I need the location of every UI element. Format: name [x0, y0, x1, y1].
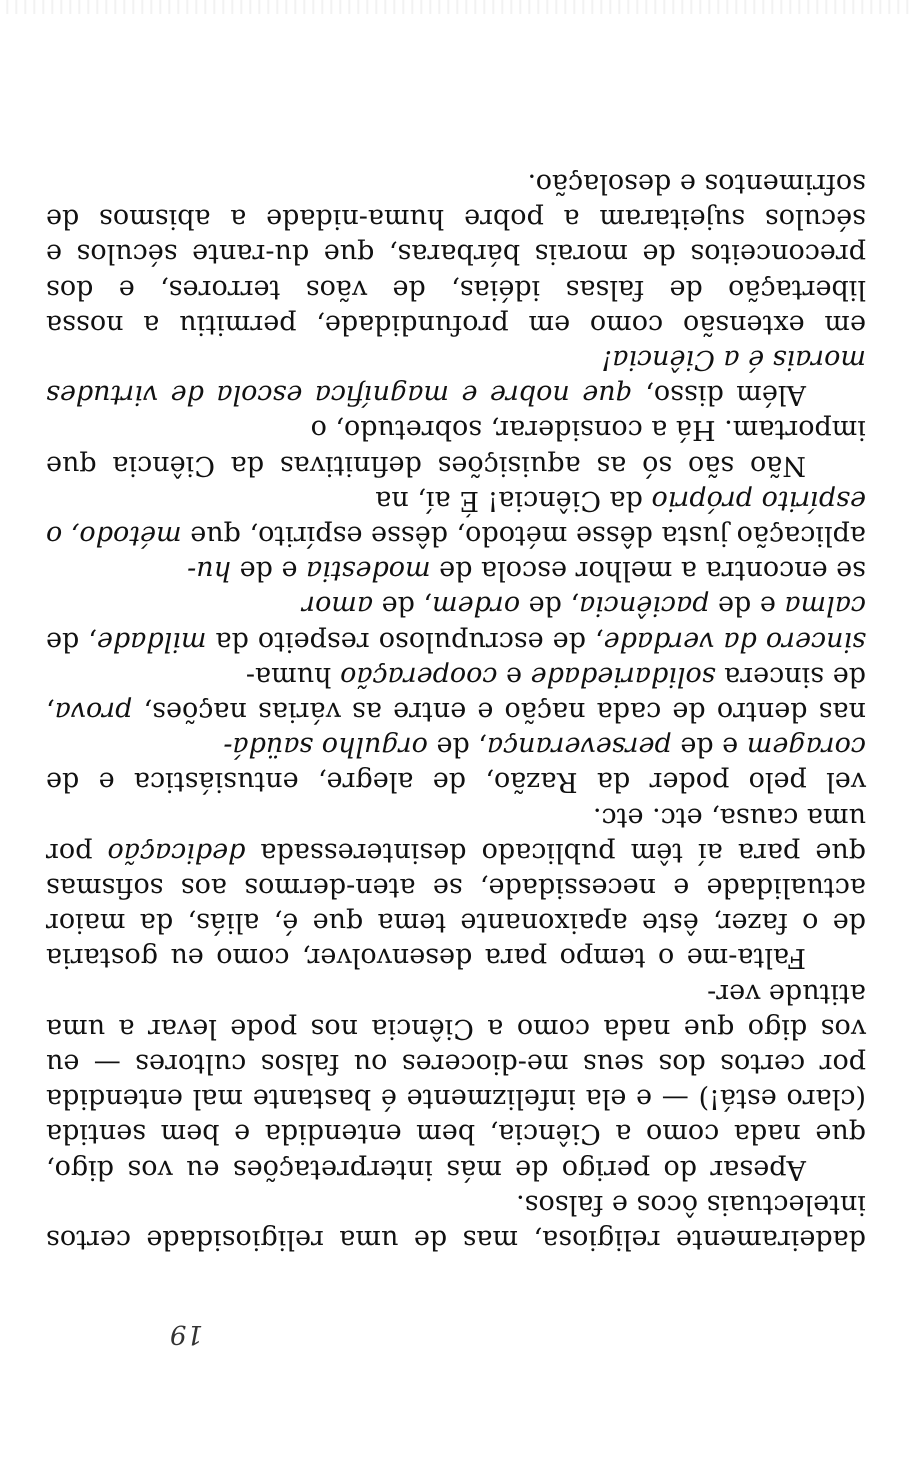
- text-segment: , de sincera: [46, 660, 866, 727]
- italic-text: perseverança: [486, 731, 672, 763]
- text-segment: e de: [671, 731, 747, 763]
- text-segment: , de: [46, 625, 97, 657]
- paragraph: [46, 975, 866, 1186]
- paragraph: [46, 659, 866, 729]
- italic-text: modestia: [306, 555, 431, 587]
- text-segment: Falta-me o tempo para desenvolver, como eu gostaria de o fazer, êste apaixonante tema que é, aliás, da maior actualidade e necessidade, se aten-dermos aos sofismas que para aí têm publicado desinteressada: [46, 836, 866, 974]
- paragraph: [46, 1187, 866, 1257]
- italic-text: calma: [784, 590, 866, 622]
- text-segment: dadeiramente religiosa, mas de uma religiosidade certos intelectuais ôcos e falsos.: [46, 1188, 866, 1255]
- text-segment: em extensão como em profundidade, permitiu a nossa libertação de falsas idéias, de vãos terrores, e dos preconceitos de morais bárbaras, que du-rante séculos e séculos sujeitaram a pobre huma-nidade a abismos de sofrimentos e desolação.: [46, 167, 866, 340]
- italic-text: que nobre e magnífica escola de virtudes morais é a Ciência!: [46, 343, 866, 411]
- paragraph: [46, 799, 866, 975]
- text-segment: , de: [427, 731, 487, 763]
- text-segment: , de: [373, 590, 433, 622]
- italic-text: mildade: [96, 625, 207, 657]
- text-segment: da Ciência! É aí, na: [375, 484, 652, 516]
- text-segment: aplicação justa dêsse método, dêsse espírito, que: [181, 519, 866, 551]
- paragraph: [46, 483, 866, 553]
- italic-text: ordem: [432, 590, 521, 622]
- italic-text: sincero da verdade: [603, 625, 866, 657]
- text-segment: por uma causa, etc. etc.: [46, 801, 866, 868]
- body-text: [46, 166, 866, 1257]
- italic-text: paciência: [579, 590, 710, 622]
- text-segment: Apesar do perigo de más interpretações eu vos digo, que nada como a Ciência, bem entendida e bem sentida (claro está!) — e ela infelizmente é bastante mal entendida por certos dos seus me-dioceres ou falsos cultores — eu vos digo que nada como a Ciência nos pode levar a uma atitude ver-: [46, 977, 866, 1185]
- text-segment: Além disso,: [632, 379, 806, 411]
- text-segment: e: [497, 660, 531, 692]
- text-segment: , de escrupuloso respeito da: [206, 625, 604, 657]
- paragraph: [46, 412, 866, 482]
- text-segment: nas dentro de cada nação e entre as várias nações,: [132, 695, 866, 727]
- italic-text: cooperação: [340, 660, 498, 692]
- italic-text: prova: [54, 695, 133, 727]
- italic-text: solidariedade: [530, 660, 716, 692]
- text-segment: Não são só as aquisições definitivas da Ciência que importam. Há a considerar, sobretudo, o: [46, 414, 866, 481]
- paragraph: [46, 729, 866, 799]
- page-number: 19: [170, 1319, 204, 1349]
- italic-text: hu-: [187, 555, 232, 587]
- text-segment: , de: [520, 590, 580, 622]
- text-segment: e de: [231, 555, 307, 587]
- italic-text: orgulho saüdá-: [223, 731, 428, 763]
- italic-text: método, o espírito próprio: [46, 484, 866, 551]
- italic-text: amor: [302, 590, 374, 622]
- italic-text: dedicação: [107, 836, 246, 868]
- text-segment: huma-: [245, 660, 341, 692]
- text-segment: se encontra a melhor escola de: [430, 555, 866, 587]
- paragraph: [46, 588, 866, 658]
- text-segment: vel pelo poder da Razão, de alegre, entusiástica e de: [46, 766, 866, 798]
- paragraph: [46, 166, 866, 342]
- italic-text: coragem: [746, 731, 866, 763]
- paragraph: [46, 342, 866, 412]
- text-segment: e de: [709, 590, 785, 622]
- paragraph: [46, 553, 866, 588]
